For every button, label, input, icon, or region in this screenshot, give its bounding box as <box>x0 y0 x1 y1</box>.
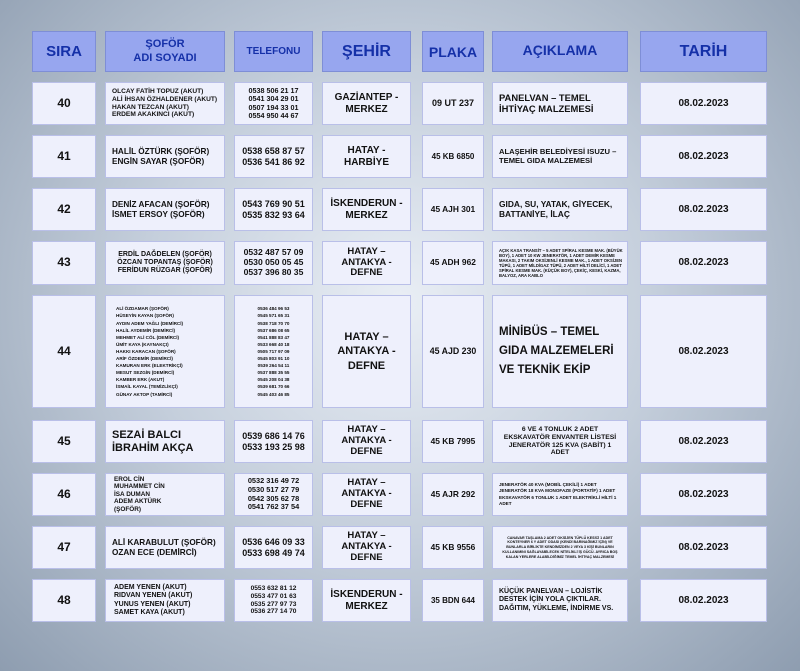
phone-number: 0530 517 27 79 <box>247 484 300 494</box>
date-value: 08.02.2023 <box>678 594 729 606</box>
driver-name: ÖZCAN TOPANTAŞ (ŞOFÖR) <box>117 258 213 266</box>
phone-number: 0545 571 65 31 <box>257 313 290 319</box>
driver-name: DENİZ AFACAN (ŞOFÖR) <box>112 200 210 210</box>
date-value: 08.02.2023 <box>678 345 729 357</box>
row-42-sira <box>32 188 96 231</box>
sira-value: 48 <box>57 592 71 607</box>
driver-name: RIDVAN YENEN (AKUT) <box>114 592 193 600</box>
driver-name: HAKAN TEZCAN (AKUT) <box>112 103 189 111</box>
row-43-tarih <box>640 241 767 285</box>
header-sira-label: SIRA <box>46 43 82 60</box>
phone-number: 0542 305 62 78 <box>247 493 300 503</box>
row-41-sofor <box>105 135 225 178</box>
header-tarih <box>640 31 767 72</box>
sira-value: 47 <box>57 539 71 554</box>
date-value: 08.02.2023 <box>678 488 729 500</box>
row-42-telefon <box>234 188 313 231</box>
row-42-sehir <box>322 188 411 231</box>
row-47-sira <box>32 526 96 569</box>
city-value: İSKENDERUN - MERKEZ <box>330 589 403 612</box>
row-45-plaka <box>422 420 484 463</box>
row-43-aciklama <box>492 241 628 285</box>
sira-value: 42 <box>57 201 71 216</box>
row-45-tarih <box>640 420 767 463</box>
row-46-sehir <box>322 473 411 516</box>
row-41-tarih <box>640 135 767 178</box>
row-44-tarih <box>640 295 767 408</box>
phone-number: 0539 264 54 11 <box>257 363 290 369</box>
phone-number: 0530 050 05 45 <box>243 257 304 268</box>
row-43-sehir <box>322 241 411 285</box>
row-44-sira <box>32 295 96 408</box>
plate-value: 45 KB 9556 <box>430 541 476 552</box>
sira-value: 41 <box>57 148 71 163</box>
phone-number: 0536 484 96 53 <box>257 306 290 312</box>
city-value: HATAY – ANTAKYA - DEFNE <box>341 530 392 563</box>
phone-number: 0538 658 87 57 <box>242 146 305 157</box>
row-46-sofor <box>105 473 225 516</box>
plate-value: 45 AJR 292 <box>430 488 476 499</box>
description-value: PANELVAN – TEMEL İHTİYAÇ MALZEMESİ <box>499 91 594 114</box>
row-43-sira <box>32 241 96 285</box>
date-value: 08.02.2023 <box>678 257 729 269</box>
row-40-sofor <box>105 82 225 125</box>
driver-name: ÜMİT KAYA (KAYNAKÇI) <box>116 341 169 347</box>
row-42-sofor <box>105 188 225 231</box>
phone-number: 0535 832 93 64 <box>242 209 305 220</box>
driver-name: İBRAHİM AKÇA <box>112 441 194 454</box>
header-telefon <box>234 31 313 72</box>
driver-name: HÜSEYİN KAYAN (ŞOFÖR) <box>116 313 174 319</box>
row-45-aciklama <box>492 420 628 463</box>
description-value: CANAVAR TAŞLAMA 2 ADET OKSİJEN TÜPLÜ KESİCİ 1 ADET KONTEYNER 6 Y ADET ODASI (KENDİ BARINAĞIMIZ İÇİN) VE BUNLARLA BİRLİKTE KENDİMİZDEN 2 VEYA 3 KİŞİ BUNLARIN KULLANIMINI SAĞLAYABİLECEK NİTELİKLİ İŞ GÜCÜ. AYRICA BOŞ KALAN YERLERE ALABİLDİĞİMİZ TEMEL İHTİYAÇ MALZEMESİ <box>502 535 618 559</box>
driver-name: YUNUS YENEN (AKUT) <box>114 600 191 608</box>
phone-number: 0507 194 33 01 <box>248 102 299 112</box>
row-45-telefon <box>234 420 313 463</box>
phone-number: 0553 632 81 12 <box>250 585 297 593</box>
driver-name: KAMURAN ERK (ELEKTRİKÇİ) <box>116 363 183 369</box>
sira-value: 44 <box>57 343 71 358</box>
row-48-plaka <box>422 579 484 622</box>
phone-number: 0541 762 37 54 <box>247 502 300 512</box>
row-41-sira <box>32 135 96 178</box>
plate-value: 45 AJD 230 <box>429 346 477 357</box>
driver-name: İSMET ERSOY (ŞOFÖR) <box>112 209 205 219</box>
driver-name: ERDİL DAĞDELEN (ŞOFÖR) <box>118 250 212 258</box>
driver-name: ADEM AKTÜRK <box>114 498 162 506</box>
driver-name: ALİ İHSAN ÖZHALDENER (AKUT) <box>112 95 218 103</box>
row-41-aciklama <box>492 135 628 178</box>
phone-number: 0533 193 25 98 <box>242 441 305 452</box>
row-48-sehir <box>322 579 411 622</box>
row-40-sira <box>32 82 96 125</box>
row-48-aciklama <box>492 579 628 622</box>
row-41-sehir <box>322 135 411 178</box>
row-47-tarih <box>640 526 767 569</box>
row-46-plaka <box>422 473 484 516</box>
phone-number: 0543 769 90 51 <box>242 199 305 210</box>
row-40-tarih <box>640 82 767 125</box>
description-value: 6 VE 4 TONLUK 2 ADET EKSKAVATÖR ENVANTER LİSTESİ JENERATÖR 125 KVA (SABİT) 1 ADET <box>503 425 617 457</box>
header-telefon-label: TELEFONU <box>246 46 301 57</box>
phone-number: 0537 396 80 35 <box>243 266 304 277</box>
row-42-aciklama <box>492 188 628 231</box>
driver-name: MEHMET ALİ CÖL (DEMİRCİ) <box>116 334 180 340</box>
phone-number: 0541 888 83 47 <box>257 334 290 340</box>
row-46-telefon <box>234 473 313 516</box>
sira-value: 43 <box>57 255 71 270</box>
header-sofor-label: ŞOFÖR ADI SOYADI <box>133 38 197 64</box>
driver-name: SEZAİ BALCI <box>112 428 182 441</box>
phone-number: 0539 681 70 66 <box>257 384 290 390</box>
plate-value: 45 ADH 962 <box>430 257 476 268</box>
row-44-telefon <box>234 295 313 408</box>
phone-number: 0537 888 35 55 <box>257 370 290 376</box>
phone-number: 0532 316 49 72 <box>247 476 300 486</box>
driver-name: ERDEM AKAKINCI (AKUT) <box>112 111 195 119</box>
row-48-telefon <box>234 579 313 622</box>
description-value: MİNİBÜS – TEMEL GIDA MALZEMELERİ VE TEKNİK EKİP <box>499 326 614 376</box>
description-value: GIDA, SU, YATAK, GİYECEK, BATTANİYE, İLAÇ <box>499 198 613 219</box>
driver-name: AYDIN ADEM YAĞLI (DEMİRCİ) <box>116 320 184 326</box>
driver-name: OLCAY FATİH TOPUZ (AKUT) <box>112 88 204 96</box>
row-40-plaka <box>422 82 484 125</box>
description-value: KÜÇÜK PANELVAN – LOJİSTİK DESTEK İÇİN YOLA ÇIKTILAR. DAĞITIM, YÜKLEME, İNDİRME VS. <box>499 588 614 612</box>
header-plaka-label: PLAKA <box>428 43 478 60</box>
driver-name: FERİDUN RÜZGAR (ŞOFÖR) <box>117 267 213 275</box>
driver-name: MESUT SEZGİN (DEMİRCİ) <box>116 370 175 376</box>
driver-name: KAMBER ERK (AKUT) <box>116 377 165 383</box>
plate-value: 45 KB 6850 <box>431 151 475 161</box>
description-value: ALAŞEHİR BELEDİYESİ ISUZU – TEMEL GIDA MALZEMESİ <box>499 146 617 165</box>
driver-name: OZAN ECE (DEMİRCİ) <box>112 547 197 557</box>
row-43-telefon <box>234 241 313 285</box>
plate-value: 45 KB 7995 <box>430 435 476 446</box>
row-48-sira <box>32 579 96 622</box>
city-value: GAZİANTEP - MERKEZ <box>334 92 399 115</box>
plate-value: 45 AJH 301 <box>430 203 476 214</box>
row-43-sofor <box>105 241 225 285</box>
sira-value: 46 <box>57 486 71 501</box>
driver-name: GÜNAY AKTOP (TAMİRCİ) <box>116 391 173 397</box>
header-plaka <box>422 31 484 72</box>
phone-number: 0554 950 44 67 <box>248 110 299 120</box>
phone-number: 0536 541 86 92 <box>242 156 305 167</box>
header-aciklama-label: AÇIKLAMA <box>522 42 598 58</box>
header-sofor <box>105 31 225 72</box>
phone-number: 0545 208 04 38 <box>257 377 290 383</box>
row-45-sehir <box>322 420 411 463</box>
driver-name: HALİL AYDEMİR (DEMİRCİ) <box>116 327 176 333</box>
driver-name: ADEM YENEN (AKUT) <box>114 584 187 592</box>
row-47-plaka <box>422 526 484 569</box>
sira-value: 40 <box>57 95 71 110</box>
row-47-telefon <box>234 526 313 569</box>
row-46-sira <box>32 473 96 516</box>
row-45-sira <box>32 420 96 463</box>
phone-number: 0537 686 08 65 <box>257 327 290 333</box>
phone-number: 0539 686 14 76 <box>242 431 305 442</box>
plate-value: 09 UT 237 <box>431 98 475 109</box>
driver-name: HALİL ÖZTÜRK (ŞOFÖR) <box>112 147 210 157</box>
row-44-aciklama <box>492 295 628 408</box>
sira-value: 45 <box>57 433 71 448</box>
driver-name: ARİF ÖZDEMİR (DEMİRCİ) <box>116 356 173 362</box>
row-44-sehir <box>322 295 411 408</box>
phone-number: 0533 698 49 74 <box>242 547 305 558</box>
driver-name: (ŞOFÖR) <box>114 505 141 513</box>
city-value: HATAY – ANTAKYA - DEFNE <box>341 424 392 457</box>
driver-name: HAKKI KARACAN (ŞOFÖR) <box>116 348 176 354</box>
description-value: JENERATÖR 40 KVA (MOBİL ÇEKİLİ) 1 ADET JENERATÖR 18 KVA MONOFAZE (PORTATİF) 1 ADET EKSKAVATÖR 6 TONLUK 1 ADET ELEKTRİKLİ HİLTİ 1 ADET <box>499 482 617 506</box>
phone-number: 0536 277 14 70 <box>250 608 297 616</box>
row-47-aciklama <box>492 526 628 569</box>
driver-name: ALİ KARABULUT (ŞOFÖR) <box>112 538 216 548</box>
date-value: 08.02.2023 <box>678 203 729 215</box>
city-value: HATAY – ANTAKYA - DEFNE <box>341 477 392 510</box>
city-value: HATAY - HARBİYE <box>343 145 389 168</box>
driver-name: ENGİN SAYAR (ŞOFÖR) <box>112 156 205 166</box>
header-aciklama <box>492 31 628 72</box>
header-sira <box>32 31 96 72</box>
driver-name: ALİ ÖZDAMAR (ŞOFÖR) <box>116 306 169 312</box>
phone-number: 0538 506 21 17 <box>248 85 299 95</box>
driver-name: SAMET KAYA (AKUT) <box>114 608 185 616</box>
row-45-sofor <box>105 420 225 463</box>
driver-name: EROL CİN <box>114 476 145 484</box>
phone-number: 0536 646 09 33 <box>242 537 305 548</box>
header-sehir <box>322 31 411 72</box>
driver-name: İSA DUMAN <box>114 490 150 498</box>
date-value: 08.02.2023 <box>678 97 729 109</box>
row-48-sofor <box>105 579 225 622</box>
phone-number: 0533 668 40 18 <box>257 341 290 347</box>
phone-number: 0532 487 57 09 <box>243 247 304 258</box>
row-44-sofor <box>105 295 225 408</box>
row-40-telefon <box>234 82 313 125</box>
driver-name: MUHAMMET CİN <box>114 483 165 491</box>
row-40-sehir <box>322 82 411 125</box>
date-value: 08.02.2023 <box>678 150 729 162</box>
row-46-tarih <box>640 473 767 516</box>
date-value: 08.02.2023 <box>678 541 729 553</box>
phone-number: 0545 803 91 10 <box>257 356 290 362</box>
row-41-telefon <box>234 135 313 178</box>
date-value: 08.02.2023 <box>678 435 729 447</box>
row-46-aciklama <box>492 473 628 516</box>
row-41-plaka <box>422 135 484 178</box>
row-48-tarih <box>640 579 767 622</box>
phone-number: 0553 477 01 63 <box>250 592 297 600</box>
phone-number: 0538 718 70 70 <box>257 320 290 326</box>
row-43-plaka <box>422 241 484 285</box>
row-47-sofor <box>105 526 225 569</box>
city-value: HATAY – ANTAKYA - DEFNE <box>337 331 396 372</box>
driver-name: İSMAİL KAYAL (TEMİZLİKÇİ) <box>116 384 178 390</box>
row-40-aciklama <box>492 82 628 125</box>
phone-number: 0535 277 97 73 <box>250 600 297 608</box>
header-tarih-label: TARİH <box>679 42 728 60</box>
phone-number: 0541 304 29 01 <box>248 94 299 104</box>
row-44-plaka <box>422 295 484 408</box>
city-value: İSKENDERUN - MERKEZ <box>330 198 403 221</box>
header-sehir-label: ŞEHİR <box>342 42 391 60</box>
row-47-sehir <box>322 526 411 569</box>
phone-number: 0545 403 46 85 <box>257 391 290 397</box>
plate-value: 35 BDN 644 <box>430 595 476 605</box>
city-value: HATAY – ANTAKYA - DEFNE <box>341 245 392 279</box>
row-42-tarih <box>640 188 767 231</box>
phone-number: 0505 717 97 09 <box>257 348 290 354</box>
row-42-plaka <box>422 188 484 231</box>
description-value: AÇIK KASA TRANSİT – 5 ADET SPİRAL KESME MAK. (BÜYÜK BOY), 1 ADET 10 KW JENERATÖR, 1 ADET DEMİR KESME MAKASI, 2 TAKIM OKSİJENLİ KESME MAK., 1 ADET OKSİJEN TÜPÜ, 1 ADET MİLDİGAZ TÜPÜ, 2 ADET HİLTİ DELİCİ, 1 ADET SPİRAL KESME MAK. (KÜÇÜK BOY), ÇEKİÇ, KESKİ, KAZMA, BALYOZ, ARA KABLO <box>499 247 623 279</box>
